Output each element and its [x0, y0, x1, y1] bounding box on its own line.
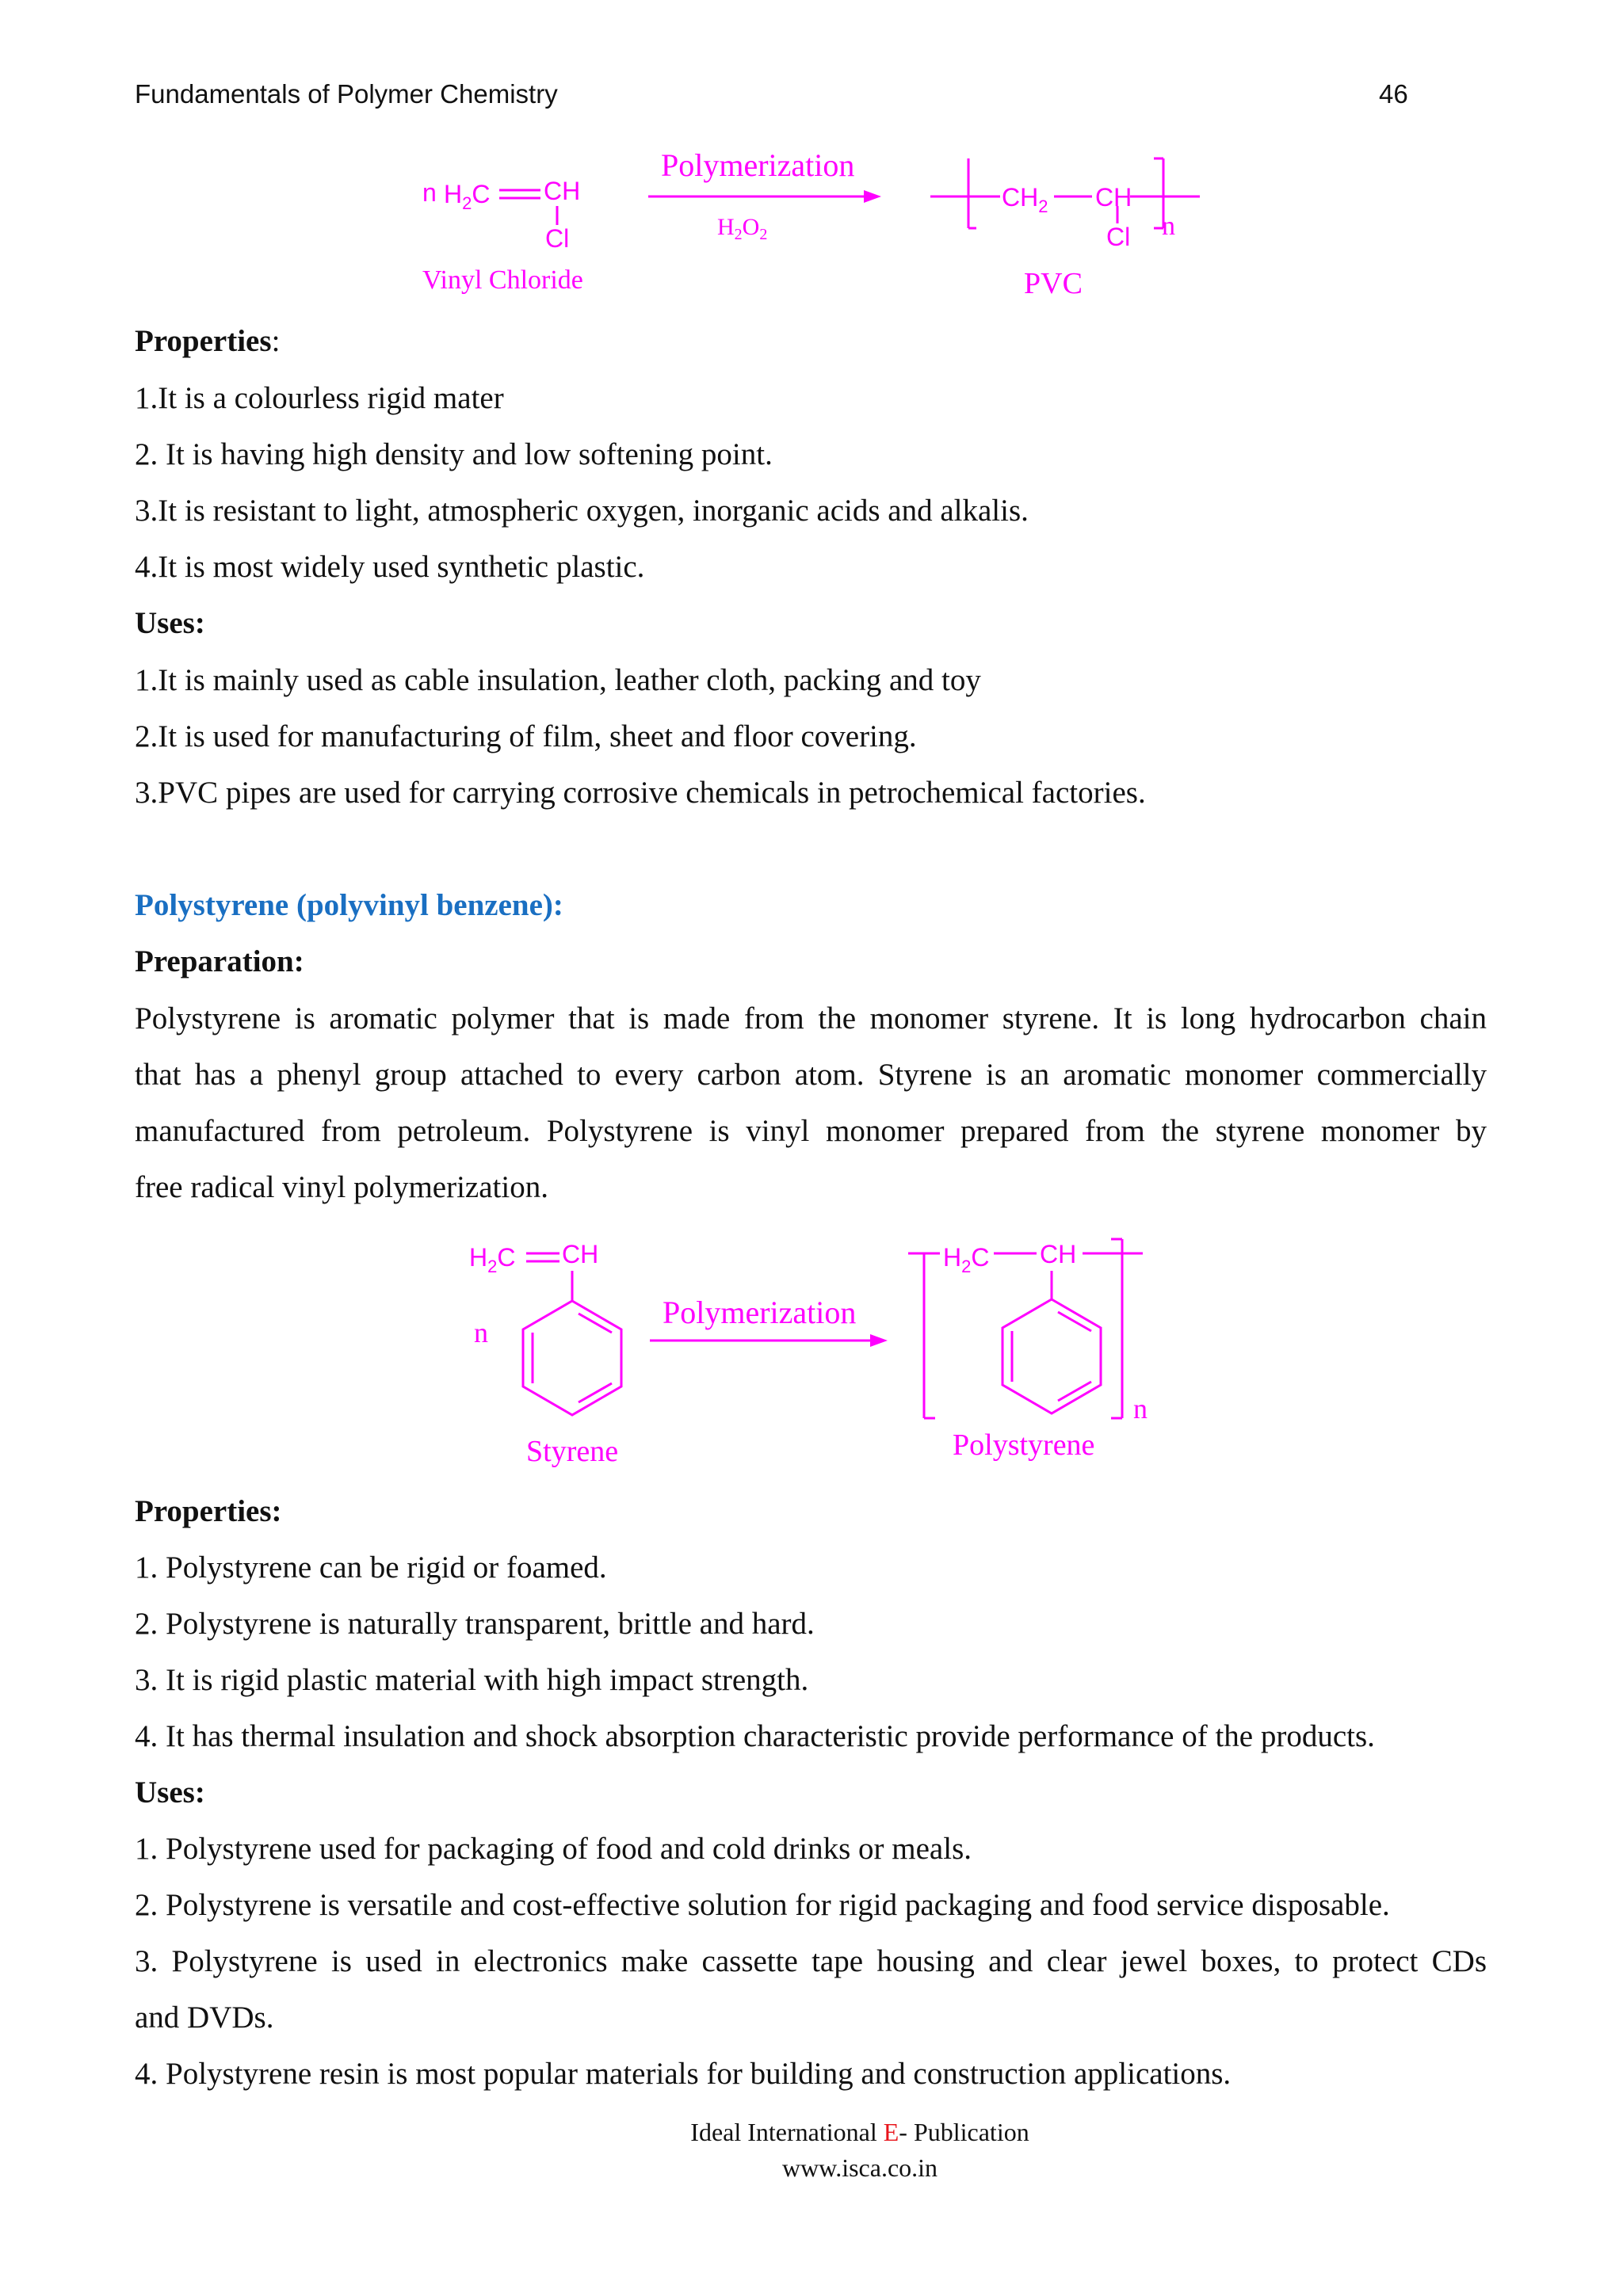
page-number: 46	[1379, 79, 1408, 109]
polystyrene-arrow-head	[870, 1334, 888, 1347]
pvc-monomer-cl: Cl	[545, 224, 570, 253]
pvc-property-3: 3.It is resistant to light, atmospheric oxygen, inorganic acids and alkalis.	[135, 494, 1029, 528]
vinyl-chloride-label: Vinyl Chloride	[422, 265, 583, 295]
pvc-use-3: 3.PVC pipes are used for carrying corrosive chemicals in petrochemical factories.	[135, 776, 1146, 810]
polystyrene-use-4: 4. Polystyrene resin is most popular materials for building and construction applications.	[135, 2057, 1232, 2091]
pvc-monomer-n: n	[422, 178, 437, 207]
polystyrene-property-3: 3. It is rigid plastic material with high impact strength.	[135, 1663, 809, 1697]
polystyrene-polymer-n: n	[1133, 1393, 1148, 1425]
polystyrene-use-3-continued: and DVDs.	[135, 2000, 274, 2035]
pvc-polymer-n: n	[1162, 212, 1175, 241]
polystyrene-uses-heading: Uses:	[135, 1775, 205, 1810]
polystyrene-preparation-heading: Preparation:	[135, 944, 304, 978]
pvc-catalyst: $H_2O_2$	[717, 214, 768, 243]
styrene-benzene-ring	[523, 1271, 621, 1415]
pvc-polymer-ch: CH	[1095, 183, 1132, 212]
styrene-monomer-ch: CH	[562, 1240, 599, 1268]
pvc-monomer-ch: CH	[544, 177, 581, 205]
polystyrene-properties-heading: Properties:	[135, 1494, 282, 1528]
styrene-monomer-formula: $H_2C$	[469, 1243, 516, 1276]
polystyrene-use-1: 1. Polystyrene used for packaging of food and cold drinks or meals.	[135, 1832, 972, 1866]
polystyrene-label: Polystyrene	[953, 1428, 1095, 1462]
polystyrene-arrow-label: Polymerization	[663, 1295, 857, 1330]
polystyrene-use-2: 2. Polystyrene is versatile and cost-effective solution for rigid packaging and food service disposable.	[135, 1888, 1390, 1922]
footer-website: www.isca.co.in	[781, 2153, 938, 2182]
polystyrene-polymer-ch: CH	[1040, 1240, 1077, 1268]
polystyrene-property-4: 4. It has thermal insulation and shock absorption characteristic provide performance of the products.	[135, 1719, 1375, 1753]
preparation-line-1: Polystyrene is aromatic polymer that is made from the monomer styrene. It is long hydrocarbon chain	[135, 1001, 1487, 1035]
pvc-use-1: 1.It is mainly used as cable insulation, leather cloth, packing and toy	[135, 663, 981, 697]
pvc-polymer-ch2: $CH_2$	[1002, 183, 1048, 216]
pvc-property-4: 4.It is most widely used synthetic plastic.	[135, 550, 645, 584]
polystyrene-polymer-formula: $H_2C$	[943, 1243, 990, 1276]
pvc-label: PVC	[1024, 267, 1083, 300]
styrene-n: n	[474, 1317, 488, 1348]
pvc-uses-heading: Uses:	[135, 606, 205, 640]
polystyrene-property-1: 1. Polystyrene can be rigid or foamed.	[135, 1550, 607, 1585]
preparation-line-2: that has a phenyl group attached to every carbon atom. Styrene is an aromatic monomer commercially	[135, 1058, 1487, 1092]
footer-publisher: Ideal International E- Publication	[690, 2118, 1029, 2146]
pvc-property-2: 2. It is having high density and low softening point.	[135, 437, 773, 471]
preparation-line-3: manufactured from petroleum. Polystyrene is vinyl monomer prepared from the styrene monomer by	[135, 1114, 1487, 1148]
polystyrene-section-title: Polystyrene (polyvinyl benzene):	[135, 888, 563, 922]
polystyrene-property-2: 2. Polystyrene is naturally transparent, brittle and hard.	[135, 1607, 815, 1641]
polystyrene-use-3-block	[135, 1933, 1487, 2046]
pvc-polymer-cl: Cl	[1106, 223, 1131, 251]
preparation-line-4: free radical vinyl polymerization.	[135, 1170, 548, 1204]
pvc-arrow-label: Polymerization	[661, 147, 855, 183]
pvc-monomer-formula: $H_2C$	[444, 180, 491, 213]
polystyrene-use-3: 3. Polystyrene is used in electronics make cassette tape housing and clear jewel boxes, to protect CDs	[135, 1944, 1487, 1978]
pvc-properties-heading: Properties:	[135, 324, 281, 358]
running-header-title: Fundamentals of Polymer Chemistry	[135, 79, 558, 109]
styrene-label: Styrene	[526, 1435, 619, 1468]
pvc-use-2: 2.It is used for manufacturing of film, sheet and floor covering.	[135, 719, 917, 753]
pvc-property-1: 1.It is a colourless rigid mater	[135, 381, 504, 415]
